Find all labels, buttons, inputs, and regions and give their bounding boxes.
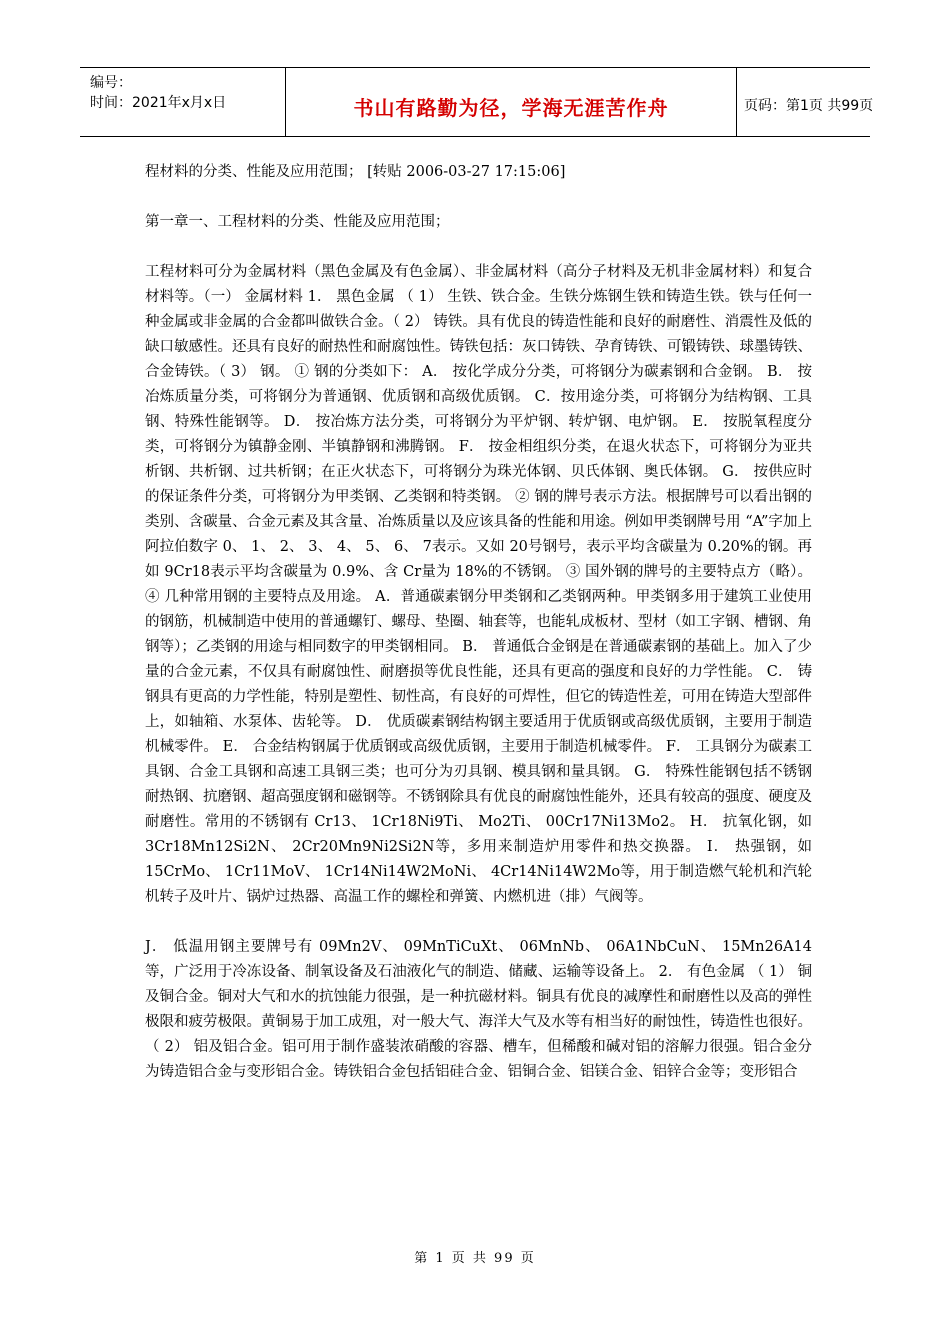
- document-date-label: 时间：2021年x月x日: [90, 95, 227, 111]
- body-paragraph-2: J． 低温用钢主要牌号有 09Mn2V、 09MnTiCuXt、 06MnNb、 06A1NbCuN、 15Mn26A14等，广泛用于冷冻设备、制氧设备及石油液化气的制造、储藏、运输等设备上。 2． 有色金属 （ 1） 铜及铜合金。铜对大气和水的抗蚀能力很强，是一种抗磁材料。铜具有优良的减摩性和耐磨性以及高的弹性极限和疲劳极限。黄铜易于加工成殂，对一般大气、海洋大气及水等有相当好的耐蚀性，铸造性也很好。（ 2） 铝及铝合金。铝可用于制作盛装浓硝酸的容器、槽车，但稀酸和碱对铝的溶解力很强。铝合金分为铸造铝合金与变形铝合金。铸铁铝合金包括铝硅合金、铝铜合金、铝镁合金、铝锌合金等；变形铝合: [145, 939, 812, 1080]
- page-footer: 第 1 页 共 99 页: [414, 1251, 536, 1266]
- body-paragraph-1: 工程材料可分为金属材料（黑色金属及有色金属）、非金属材料（高分子材料及无机非金属材料）和复合材料等。（一） 金属材料 1． 黑色金属 （ 1） 生铁、铁合金。生铁分炼钢生铁和铸造生铁。铁与任何一种金属或非金属的合金都叫做铁合金。（ 2） 铸铁。具有优良的铸造性能和良好的耐磨性、消震性及低的缺口敏感性。还具有良好的耐热性和耐腐蚀性。铸铁包括：灰口铸铁、孕育铸铁、可锻铸铁、球墨铸铁、合金铸铁。（ 3） 钢。 ① 钢的分类如下： A． 按化学成分分类，可将钢分为碳素钢和合金钢。 B． 按冶炼质量分类，可将钢分为普通钢、优质钢和高级优质钢。 C．按用途分类，可将钢分为结构钢、工具钢、特殊性能钢等。 D． 按冶炼方法分类，可将钢分为平炉钢、转炉钢、电炉钢。 E． 按脱氧程度分类，可将钢分为镇静金刚、半镇静钢和沸腾钢。 F． 按金相组织分类，在退火状态下，可将钢分为亚共析钢、共析钢、过共析钢；在正火状态下，可将钢分为珠光体钢、贝氏体钢、奥氏体钢。 G． 按供应时的保证条件分类，可将钢分为甲类钢、乙类钢和特类钢。 ② 钢的牌号表示方法。根据牌号可以看出钢的类别、含碳量、合金元素及其含量、冶炼质量以及应该具备的性能和用途。例如甲类钢牌号用 “A”字加上阿拉伯数字 0、 1、 2、 3、 4、 5、 6、 7表示。又如 20号钢号，表示平均含碳量为 0.20%的钢。再如 9Cr18表示平均含碳量为 0.9%、含 Cr量为 18%的不锈钢。 ③ 国外钢的牌号的主要特点方（略）。 ④ 几种常用钢的主要特点及用途。 A．普通碳素钢分甲类钢和乙类钢两种。甲类钢多用于建筑工业使用的钢筋，机械制造中使用的普通螺钉、螺母、垫圈、轴套等，也能轧成板材、型材（如工字钢、槽钢、角钢等）；乙类钢的用途与相同数字的甲类钢相同。 B． 普通低合金钢是在普通碳素钢的基础上。加入了少量的合金元素，不仅具有耐腐蚀性、耐磨损等优良性能，还具有更高的强度和良好的力学性能。 C． 铸钢具有更高的力学性能，特别是塑性、韧性高，有良好的可焊性，但它的铸造性差，可用在铸造大型部件上，如轴箱、水泵体、齿轮等。 D． 优质碳素钢结构钢主要适用于优质钢或高级优质钢，主要用于制造机械零件。 E． 合金结构钢属于优质钢或高级优质钢，主要用于制造机械零件。 F． 工具钢分为碳素工具钢、合金工具钢和高速工具钢三类；也可分为刃具钢、模具钢和量具钢。 G． 特殊性能钢包括不锈钢耐热钢、抗磨钢、超高强度钢和磁钢等。不锈钢除具有优良的耐腐蚀性能外，还具有较高的强度、硬度及耐磨性。常用的不锈钢有 Cr13、 1Cr18Ni9Ti、 Mo2Ti、 00Cr17Ni13Mo2。 H． 抗氧化钢，如 3Cr18Mn12Si2N、 2Cr20Mn9Ni2Si2N等，多用来制造炉用零件和热交换器。 I． 热强钢，如 15CrMo、 1Cr11MoV、 1Cr14Ni14W2MoNi、 4Cr14Ni14W2Mo等，用于制造燃气轮机和汽轮机转子及叶片、锅炉过热器、高温工作的螺栓和弹簧、内燃机进（排）气阀等。: [145, 264, 812, 905]
- document-title-line: 程材料的分类、性能及应用范围； [转贴 2006-03-27 17:15:06]: [145, 164, 566, 180]
- header-motto: 书山有路勤为径，学海无涯苦作舟: [353, 96, 669, 120]
- chapter-heading: 第一章一、工程材料的分类、性能及应用范围；: [145, 214, 450, 230]
- page-header: [80, 67, 874, 137]
- document-body: [145, 160, 812, 1085]
- document-number-label: 编号：: [90, 75, 132, 91]
- header-motto-cell: [285, 68, 737, 136]
- header-page-cell: [736, 68, 874, 136]
- header-left-cell: [80, 68, 285, 136]
- header-page-info: 页码：第1页 共99页: [744, 98, 874, 114]
